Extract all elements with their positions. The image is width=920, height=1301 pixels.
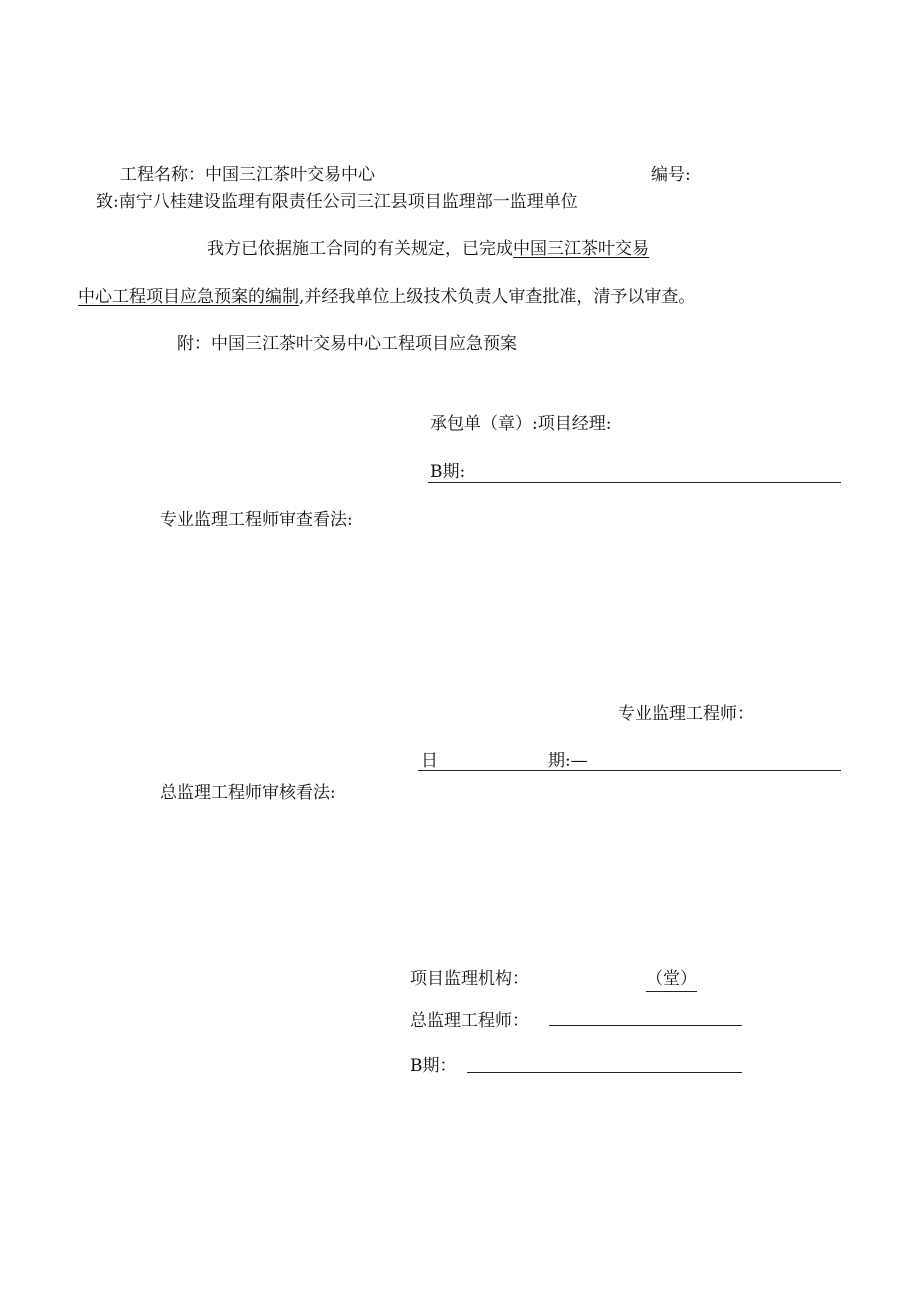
contractor-date-line <box>428 482 841 483</box>
specialist-date-line <box>418 770 841 771</box>
body-line-1-underlined: 中国三江茶叶交易 <box>513 239 649 259</box>
supervision-org-label: 项目监理机构： <box>410 969 529 989</box>
body-line-2-underlined: 中心工程项目应急预案的编制 <box>78 287 299 307</box>
project-name-label: 工程名称： <box>120 165 205 185</box>
chief-review-heading: 总监理工程师审核看法: <box>160 783 336 803</box>
specialist-review-heading: 专业监理工程师审查看法: <box>160 510 353 530</box>
body-line-2-text: ,并经我单位上级技术负责人审查批准，清予以审查。 <box>299 287 696 307</box>
contractor-date-label: B期: <box>430 462 466 482</box>
chief-engineer-signature-line <box>549 1025 742 1026</box>
body-line-1-text: 我方已依据施工合同的有关规定，已完成 <box>207 239 513 259</box>
chief-date-line <box>467 1072 742 1073</box>
body-line-1 <box>207 238 649 260</box>
addressee-line: 致:南宁八桂建设监理有限责任公司三江县项目监理部一监理单位 <box>96 192 578 212</box>
contractor-signature-label: 承包单（章）:项目经理: <box>430 414 612 434</box>
chief-date-label: B期： <box>410 1056 457 1076</box>
specialist-date-char-1: 日 <box>421 751 438 771</box>
chief-engineer-label: 总监理工程师： <box>410 1011 529 1031</box>
document-number-label: 编号: <box>651 165 691 185</box>
specialist-date-char-2: 期:— <box>548 751 588 771</box>
seal-placeholder: （堂） <box>646 968 697 992</box>
specialist-engineer-label: 专业监理工程师： <box>618 704 754 724</box>
attachment-line: 附：中国三江茶叶交易中心工程项目应急预案 <box>177 334 517 354</box>
body-line-2 <box>78 286 695 308</box>
project-name-value: 中国三江茶叶交易中心 <box>205 165 375 185</box>
